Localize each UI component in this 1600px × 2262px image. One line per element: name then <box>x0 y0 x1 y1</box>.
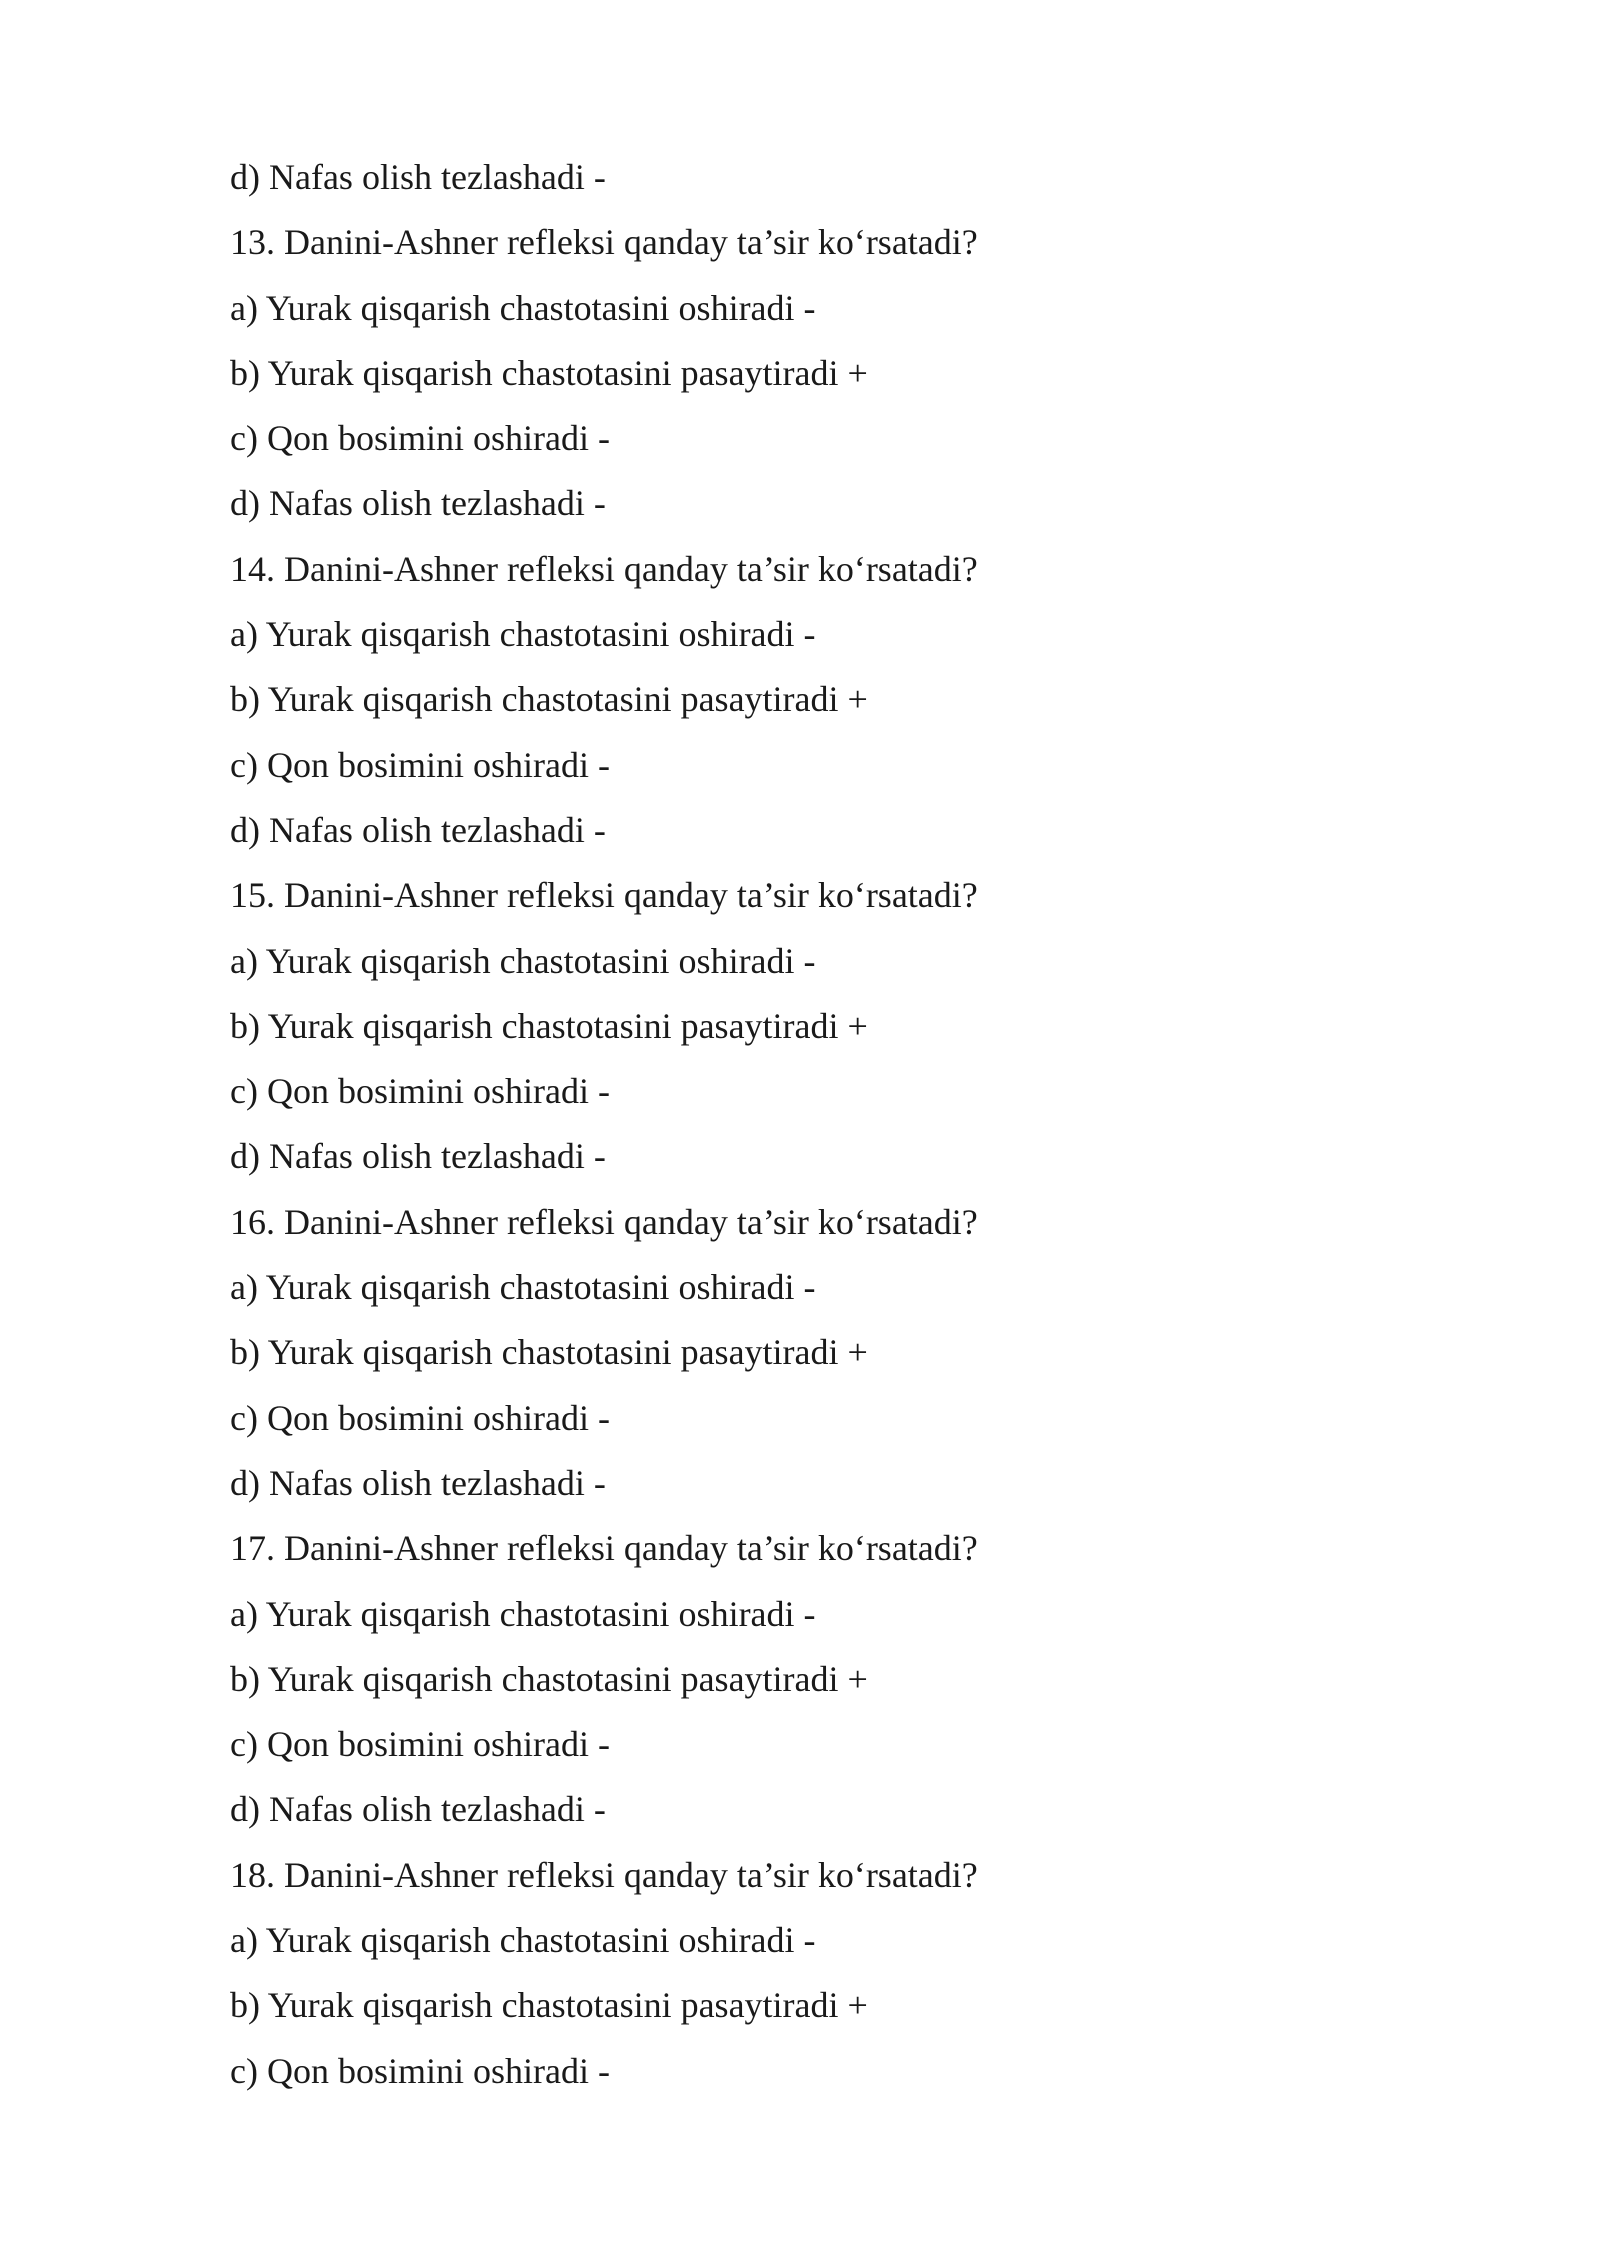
question-line: 18. Danini-Ashner refleksi qanday ta’sir ko‘rsatadi? <box>230 1854 978 1895</box>
question-line: 13. Danini-Ashner refleksi qanday ta’sir ko‘rsatadi? <box>230 222 978 263</box>
option-line: b) Yurak qisqarish chastotasini pasaytiradi + <box>230 1005 868 1046</box>
option-line: a) Yurak qisqarish chastotasini oshiradi - <box>230 287 816 328</box>
option-line: d) Nafas olish tezlashadi - <box>230 1462 606 1503</box>
option-line: c) Qon bosimini oshiradi - <box>230 1071 610 1112</box>
option-line: a) Yurak qisqarish chastotasini oshiradi - <box>230 1920 816 1961</box>
option-line: a) Yurak qisqarish chastotasini oshiradi - <box>230 1593 816 1634</box>
question-line: 16. Danini-Ashner refleksi qanday ta’sir ko‘rsatadi? <box>230 1201 978 1242</box>
option-line: d) Nafas olish tezlashadi - <box>230 1136 606 1177</box>
option-line: b) Yurak qisqarish chastotasini pasaytiradi + <box>230 1985 868 2026</box>
option-line: c) Qon bosimini oshiradi - <box>230 1724 610 1765</box>
option-line: c) Qon bosimini oshiradi - <box>230 1397 610 1438</box>
option-line: d) Nafas olish tezlashadi - <box>230 483 606 524</box>
option-line: a) Yurak qisqarish chastotasini oshiradi - <box>230 940 816 981</box>
option-line: a) Yurak qisqarish chastotasini oshiradi - <box>230 1267 816 1308</box>
question-line: 17. Danini-Ashner refleksi qanday ta’sir ko‘rsatadi? <box>230 1528 978 1569</box>
option-line: d) Nafas olish tezlashadi - <box>230 157 606 197</box>
option-line: a) Yurak qisqarish chastotasini oshiradi - <box>230 614 816 655</box>
option-line: b) Yurak qisqarish chastotasini pasaytiradi + <box>230 1332 868 1373</box>
option-line: c) Qon bosimini oshiradi - <box>230 744 610 785</box>
option-line: c) Qon bosimini oshiradi - <box>230 418 610 459</box>
question-line: 14. Danini-Ashner refleksi qanday ta’sir ko‘rsatadi? <box>230 548 978 589</box>
document-body <box>230 145 1430 2104</box>
option-line: b) Yurak qisqarish chastotasini pasaytiradi + <box>230 679 868 720</box>
option-line: d) Nafas olish tezlashadi - <box>230 809 606 850</box>
option-line: b) Yurak qisqarish chastotasini pasaytiradi + <box>230 1658 868 1699</box>
question-line: 15. Danini-Ashner refleksi qanday ta’sir ko‘rsatadi? <box>230 875 978 916</box>
option-line: b) Yurak qisqarish chastotasini pasaytiradi + <box>230 352 868 393</box>
option-line: c) Qon bosimini oshiradi - <box>230 2050 610 2091</box>
option-line: d) Nafas olish tezlashadi - <box>230 1789 606 1830</box>
